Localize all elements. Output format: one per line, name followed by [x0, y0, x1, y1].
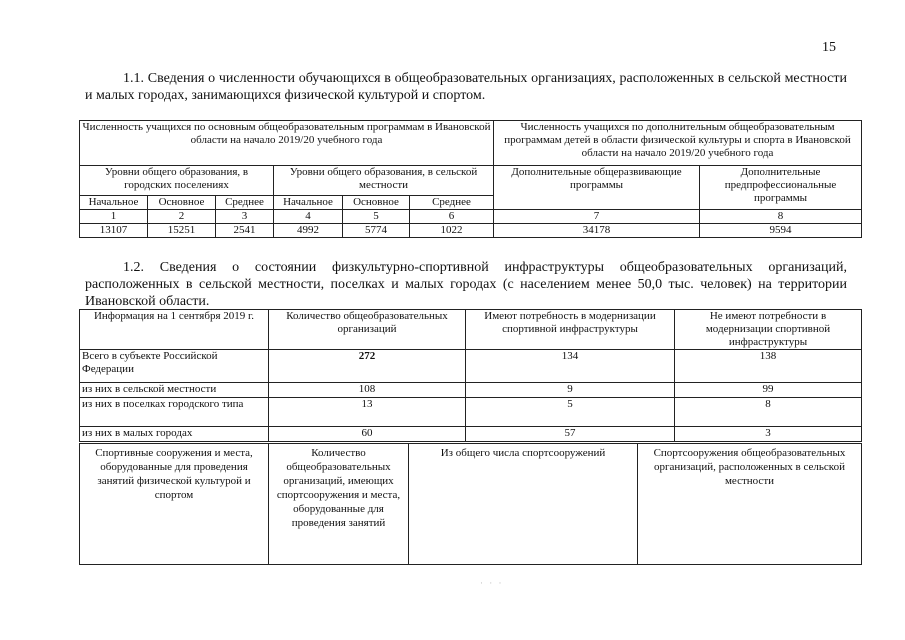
header-org-count: Количество общеобразовательных организаций [269, 310, 466, 350]
sports-facilities-table [79, 443, 862, 565]
col-number: 3 [216, 210, 274, 224]
value-cell: 15251 [148, 224, 216, 238]
level-cell: Начальное [274, 196, 343, 210]
row-need: 5 [466, 398, 675, 427]
row-no-need: 8 [675, 398, 862, 427]
value-cell: 2541 [216, 224, 274, 238]
col-number: 1 [80, 210, 148, 224]
row-no-need: 3 [675, 427, 862, 442]
value-cell: 4992 [274, 224, 343, 238]
row-total: 272 [269, 350, 466, 383]
value-cell: 1022 [410, 224, 494, 238]
section-2-heading: 1.2. Сведения о состоянии физкультурно-спортивной инфраструктуры общеобразовательных организаций, расположенных в сельской местности, поселках и малых городах (с населением менее 50,0 тыс. человек) на территории Ивановской области. [85, 260, 847, 309]
level-cell: Среднее [216, 196, 274, 210]
header-no-need-modernization: Не имеют потребности в модернизации спортивной инфраструктуры [675, 310, 862, 350]
students-table [79, 120, 862, 238]
header-need-modernization: Имеют потребность в модернизации спортивной инфраструктуры [466, 310, 675, 350]
level-cell: Среднее [410, 196, 494, 210]
level-cell: Основное [148, 196, 216, 210]
row-label: из них в поселках городского типа [80, 398, 269, 427]
level-cell: Основное [343, 196, 410, 210]
row-label: Всего в субъекте Российской Федерации [80, 350, 269, 383]
value-cell: 13107 [80, 224, 148, 238]
header-info-date: Информация на 1 сентября 2019 г. [80, 310, 269, 350]
section-1-heading: 1.1. Сведения о численности обучающихся в общеобразовательных организациях, расположенных в сельской местности и малых городах, занимающихся физической культурой и спортом. [85, 71, 847, 103]
col-number: 8 [700, 210, 862, 224]
row-total: 13 [269, 398, 466, 427]
page-number: 15 [822, 40, 836, 55]
extra-preprof-programs: Дополнительные предпрофессиональные программы [700, 166, 862, 210]
col-number: 5 [343, 210, 410, 224]
header-of-total-facilities: Из общего числа спортсооружений [409, 444, 638, 565]
value-cell: 5774 [343, 224, 410, 238]
extra-general-programs: Дополнительные общеразвивающие программы [494, 166, 700, 210]
col-number: 6 [410, 210, 494, 224]
row-no-need: 99 [675, 383, 862, 398]
group-urban: Уровни общего образования, в городских поселениях [80, 166, 274, 196]
row-need: 134 [466, 350, 675, 383]
header-extra-programs: Численность учащихся по дополнительным общеобразовательным программам детей в области физической культуры и спорта в Ивановской области на начало 2019/20 учебного года [494, 121, 862, 166]
row-need: 57 [466, 427, 675, 442]
row-label: из них в сельской местности [80, 383, 269, 398]
infrastructure-table [79, 309, 862, 442]
row-total: 108 [269, 383, 466, 398]
col-number: 4 [274, 210, 343, 224]
row-label: из них в малых городах [80, 427, 269, 442]
row-total: 60 [269, 427, 466, 442]
header-main-programs: Численность учащихся по основным общеобразовательным программам в Ивановской области на начало 2019/20 учебного года [80, 121, 494, 166]
value-cell: 9594 [700, 224, 862, 238]
col-number: 2 [148, 210, 216, 224]
value-cell: 34178 [494, 224, 700, 238]
row-need: 9 [466, 383, 675, 398]
scan-artifact: · · · [480, 578, 504, 588]
group-rural: Уровни общего образования, в сельской местности [274, 166, 494, 196]
header-facilities: Спортивные сооружения и места, оборудованные для проведения занятий физической культурой и спортом [80, 444, 269, 565]
header-orgs-with-facilities: Количество общеобразовательных организаций, имеющих спортсооружения и места, оборудованные для проведения занятий [269, 444, 409, 565]
col-number: 7 [494, 210, 700, 224]
header-rural-facilities: Спортсооружения общеобразовательных организаций, расположенных в сельской местности [638, 444, 862, 565]
level-cell: Начальное [80, 196, 148, 210]
row-no-need: 138 [675, 350, 862, 383]
